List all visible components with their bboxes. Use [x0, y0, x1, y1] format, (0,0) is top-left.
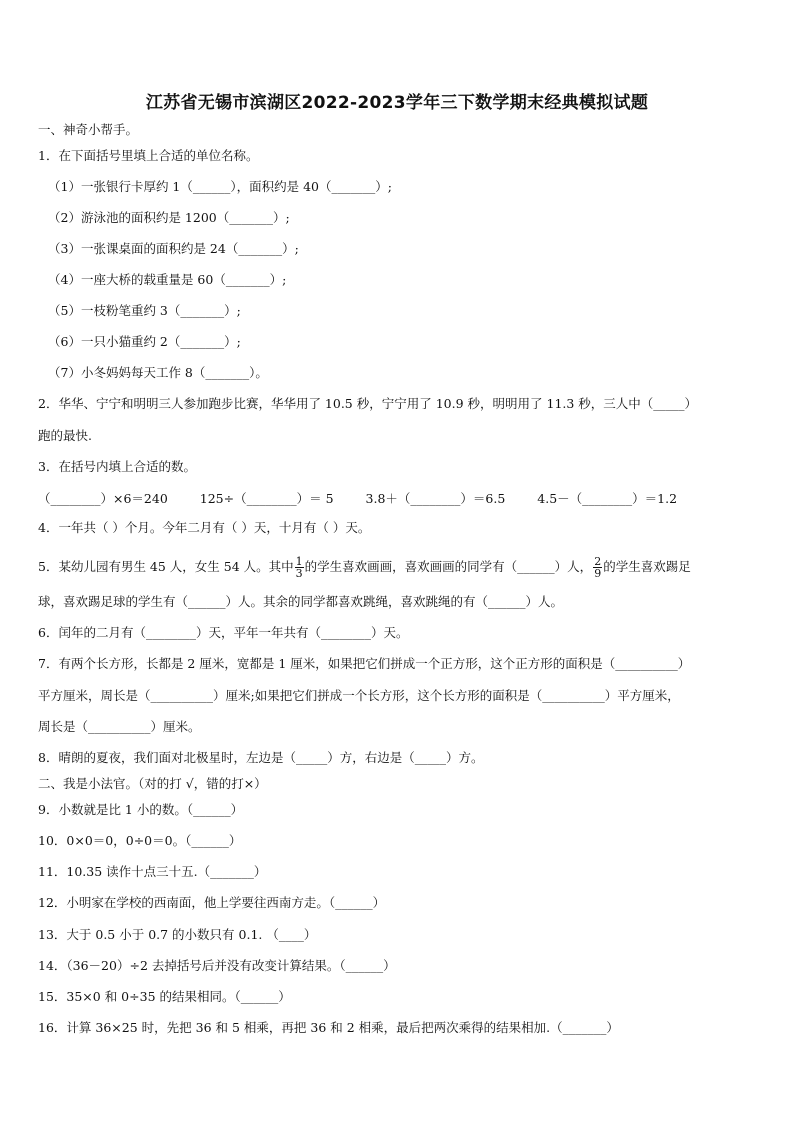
section-1-heading: 一、神奇小帮手。	[38, 122, 139, 137]
question-7-line-3: 周长是（__________）厘米。	[38, 719, 201, 734]
question-5-line-2: 球，喜欢踢足球的学生有（______）人。其余的同学都喜欢跳绳，喜欢跳绳的有（______）人。	[38, 594, 564, 609]
question-1-item-6: （6）一只小猫重约 2（_______）;	[48, 334, 241, 349]
question-5-part-b: 的学生喜欢画画，喜欢画画的同学有（______）人，	[304, 559, 593, 574]
question-7-line-2: 平方厘米，周长是（__________）厘米;如果把它们拼成一个长方形，这个长方形的面积是（__________）平方厘米，	[38, 688, 680, 703]
question-1-item-2: （2）游泳池的面积约是 1200（_______）;	[48, 210, 290, 225]
judge-question-15: 15．35×0 和 0÷35 的结果相同。（______）	[38, 989, 291, 1004]
judge-question-11: 11．10.35 读作十点三十五.（_______）	[38, 864, 267, 879]
judge-question-9: 9．小数就是比 1 小的数。（______）	[38, 802, 244, 817]
question-8: 8．晴朗的夏夜，我们面对北极星时，左边是（_____）方，右边是（_____）方。	[38, 750, 484, 765]
judge-question-10: 10．0×0＝0，0÷0＝0。（______）	[38, 833, 242, 848]
question-3-stem: 3．在括号内填上合适的数。	[38, 459, 196, 474]
question-1-item-1: （1）一张银行卡厚约 1（______），面积约是 40（_______）;	[48, 179, 392, 194]
question-5-part-c: 的学生喜欢踢足	[603, 559, 691, 574]
section-2-heading: 二、我是小法官。（对的打 √，错的打×）	[38, 776, 267, 791]
question-5-line-1	[38, 556, 691, 579]
question-1-item-5: （5）一枝粉笔重约 3（_______）;	[48, 303, 241, 318]
fraction-two-ninths: $\frac{2}{9}$	[594, 555, 602, 580]
judge-question-13: 13．大于 0.5 小于 0.7 的小数只有 0.1. （____）	[38, 927, 317, 942]
question-1-item-4: （4）一座大桥的载重量是 60（_______）;	[48, 272, 287, 287]
question-2-line-1: 2．华华、宁宁和明明三人参加跑步比赛，华华用了 10.5 秒，宁宁用了 10.9 秒，明明用了 11.3 秒，三人中（_____）	[38, 396, 698, 411]
judge-question-16: 16．计算 36×25 时，先把 36 和 5 相乘，再把 36 和 2 相乘，最后把两次乘得的结果相加.（_______）	[38, 1020, 619, 1035]
equation-2: 125÷（________）＝ 5	[199, 491, 334, 506]
question-2-line-2: 跑的最快.	[38, 428, 92, 443]
judge-question-12: 12．小明家在学校的西南面，他上学要往西南方走。（______）	[38, 895, 386, 910]
page-title: 江苏省无锡市滨湖区2022-2023学年三下数学期末经典模拟试题	[145, 93, 649, 113]
judge-question-14: 14．（36－20）÷2 去掉括号后并没有改变计算结果。（______）	[38, 958, 396, 973]
question-1-item-7: （7）小冬妈妈每天工作 8（_______）。	[48, 365, 268, 380]
equation-4: 4.5－（________）＝1.2	[537, 491, 678, 506]
equation-1: （________）×6＝240	[38, 491, 168, 506]
question-1-stem: 1．在下面括号里填上合适的单位名称。	[38, 148, 259, 163]
question-1-item-3: （3）一张课桌面的面积约是 24（_______）;	[48, 241, 299, 256]
fraction-one-third: $\frac{1}{3}$	[295, 555, 303, 580]
question-4: 4．一年共（ ）个月。今年二月有（ ）天，十月有（ ）天。	[38, 520, 371, 535]
equation-3: 3.8＋（________）＝6.5	[365, 491, 506, 506]
question-7-line-1: 7．有两个长方形，长都是 2 厘米，宽都是 1 厘米，如果把它们拼成一个正方形，这个正方形的面积是（__________）	[38, 656, 691, 671]
question-5-part-a: 5．某幼儿园有男生 45 人，女生 54 人。其中	[38, 559, 294, 574]
question-3-equations	[38, 489, 705, 507]
question-6: 6．闰年的二月有（________）天，平年一年共有（________）天。	[38, 625, 409, 640]
